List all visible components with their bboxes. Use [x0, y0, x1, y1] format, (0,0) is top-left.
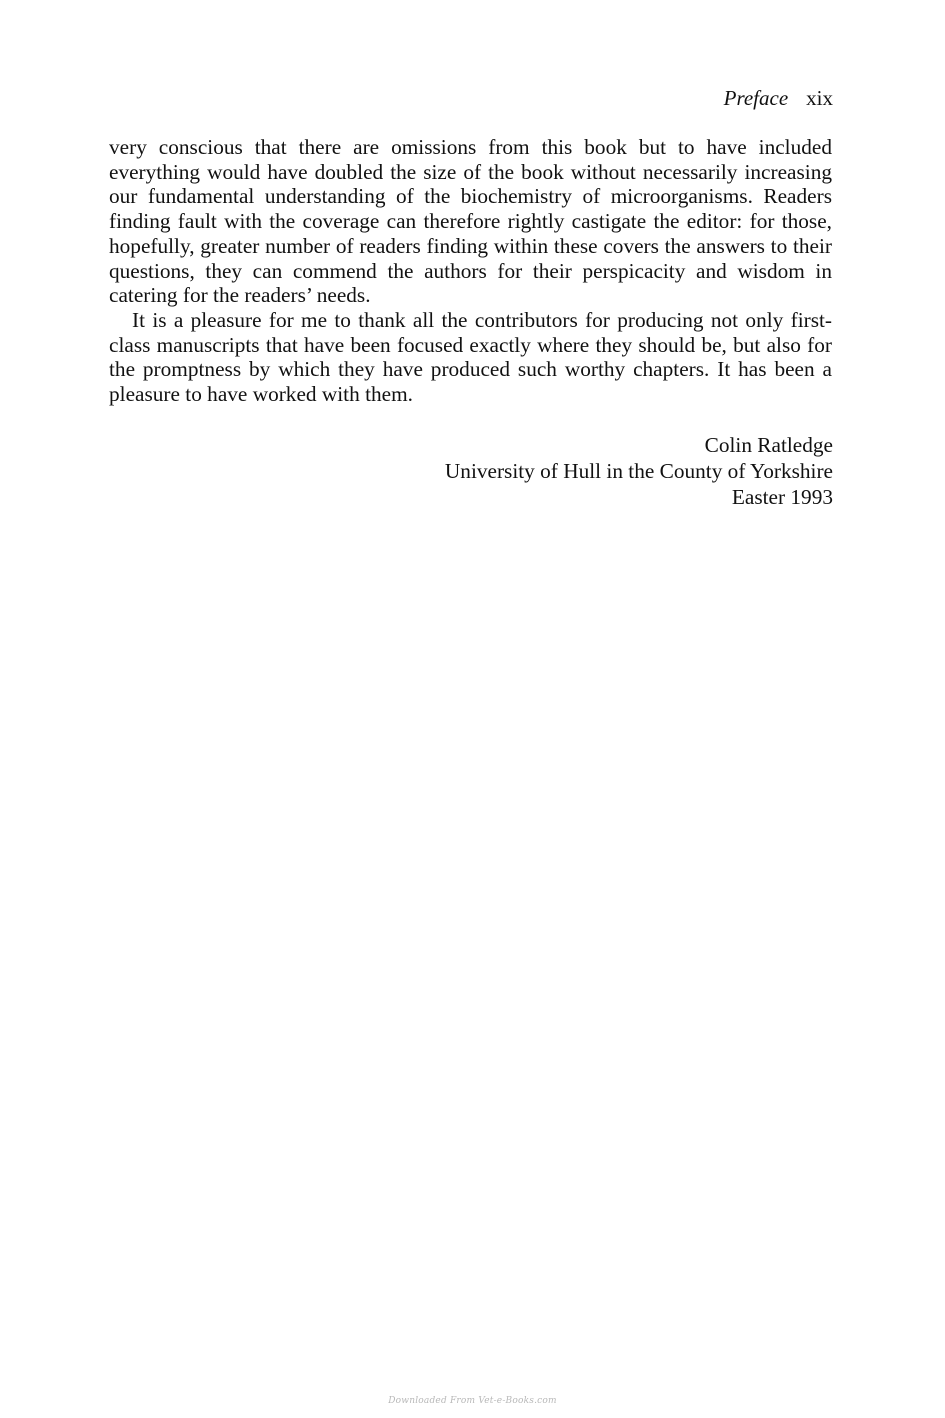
paragraph-acknowledgements: It is a pleasure for me to thank all the contributors for producing not only first-class manuscripts that have been focused exactly where they should be, but also for the promptness by which they have produced such worthy chapters. It has been a pleasure to have worked with them. — [109, 307, 832, 407]
download-watermark: Downloaded From Vet-e-Books.com — [388, 1396, 557, 1406]
signature-date: Easter 1993 — [731, 485, 833, 509]
running-head-section-title: Preface — [723, 86, 789, 110]
preface-body — [109, 135, 832, 407]
signature-affiliation: University of Hull in the County of Yorkshire — [444, 459, 833, 483]
paragraph-continued: very conscious that there are omissions from this book but to have included everything would have doubled the size of the book without necessarily increasing our fundamental understanding of the biochemistry of microorganisms. Readers finding fault with the coverage can therefore rightly castigate the editor: for those, hopefully, greater number of readers finding within these covers the answers to their questions, they can commend the authors for their perspicacity and wisdom in catering for the readers’ needs. — [109, 135, 832, 308]
page-number: xix — [806, 86, 833, 110]
signature-block — [445, 432, 833, 510]
running-head — [724, 84, 833, 112]
signature-name: Colin Ratledge — [704, 433, 833, 457]
